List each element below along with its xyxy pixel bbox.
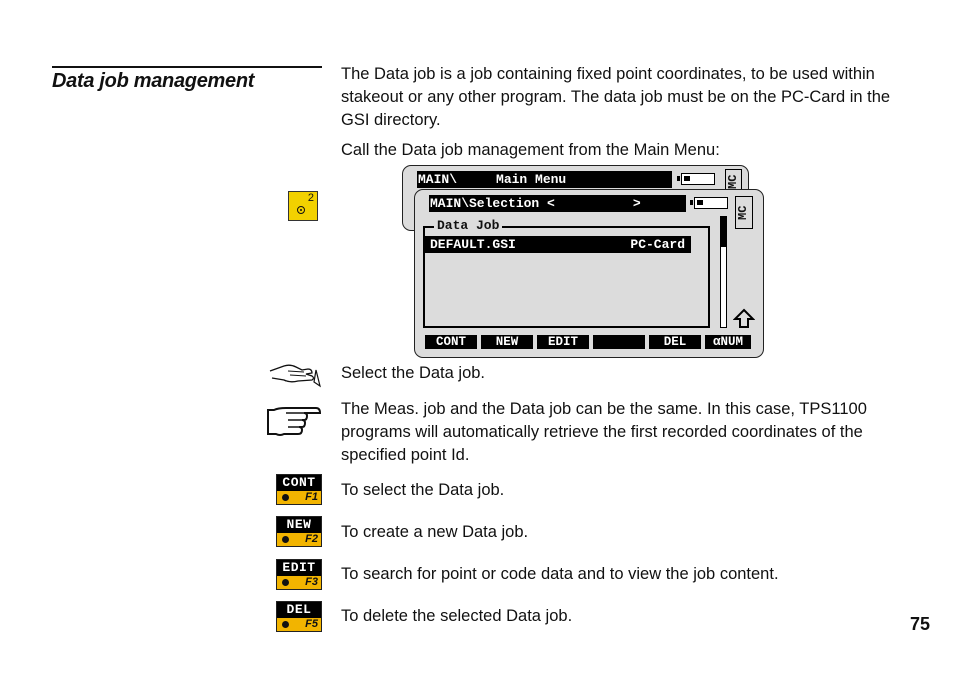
- battery-icon: [694, 197, 728, 209]
- mc-indicator: MC: [735, 196, 753, 229]
- key-fn: F3: [305, 576, 318, 588]
- pointing-hand-icon: [268, 358, 324, 390]
- note-hand-icon: [264, 400, 322, 440]
- dot-icon: [282, 579, 289, 586]
- scrollbar[interactable]: [720, 216, 727, 328]
- key-number: 2: [307, 192, 314, 204]
- job-location: PC-Card: [630, 237, 685, 252]
- section-heading: Data job management: [52, 70, 255, 92]
- edit-description: To search for point or code data and to view the job content.: [341, 565, 779, 583]
- edit-f3-key-badge: [276, 559, 322, 590]
- key-label: DEL: [277, 602, 321, 618]
- new-f2-key-badge: [276, 516, 322, 547]
- fkey-edit[interactable]: EDIT: [537, 335, 589, 349]
- key-label: EDIT: [277, 560, 321, 576]
- shift-arrow-icon: [733, 308, 755, 330]
- target-dot-icon: [297, 206, 305, 214]
- key-fn: F2: [305, 533, 318, 545]
- cont-description: To select the Data job.: [341, 481, 505, 499]
- call-instruction: Call the Data job management from the Main Menu:: [341, 141, 720, 159]
- fkey-new[interactable]: NEW: [481, 335, 533, 349]
- key-label: NEW: [277, 517, 321, 533]
- page-number: 75: [910, 614, 931, 634]
- dot-icon: [282, 621, 289, 628]
- fkey-cont[interactable]: CONT: [425, 335, 477, 349]
- selection-screen: [414, 189, 764, 358]
- key-fn: F5: [305, 618, 318, 630]
- del-f5-key-badge: [276, 601, 322, 632]
- intro-paragraph: The Data job is a job containing fixed point coordinates, to be used within stakeout or any other program. The data job must be on the PC-Card in the GSI directory.: [341, 65, 891, 129]
- note-paragraph: The Meas. job and the Data job can be the same. In this case, TPS1100 programs will automatically retrieve the first recorded coordinates of the specified point Id.: [341, 400, 867, 464]
- key-2-badge: [288, 191, 318, 221]
- dot-icon: [282, 494, 289, 501]
- select-instruction: Select the Data job.: [341, 364, 486, 382]
- new-description: To create a new Data job.: [341, 523, 529, 541]
- cont-f1-key-badge: [276, 474, 322, 505]
- del-description: To delete the selected Data job.: [341, 607, 573, 625]
- job-name: DEFAULT.GSI: [430, 237, 516, 252]
- selection-title-bar: MAIN\Selection < >: [429, 195, 686, 212]
- heading-rule: [52, 66, 322, 68]
- data-job-frame-title: Data Job: [434, 218, 502, 233]
- fkey-alpha-num[interactable]: αNUM: [705, 335, 751, 349]
- mc-indicator: MC: [725, 169, 742, 194]
- key-fn: F1: [305, 491, 318, 503]
- fkey-del[interactable]: DEL: [649, 335, 701, 349]
- fkey-empty[interactable]: [593, 335, 645, 349]
- main-menu-title-bar: MAIN\ Main Menu: [417, 171, 672, 188]
- battery-icon: [681, 173, 715, 185]
- key-label: CONT: [277, 475, 321, 491]
- data-job-row[interactable]: [424, 236, 691, 253]
- dot-icon: [282, 536, 289, 543]
